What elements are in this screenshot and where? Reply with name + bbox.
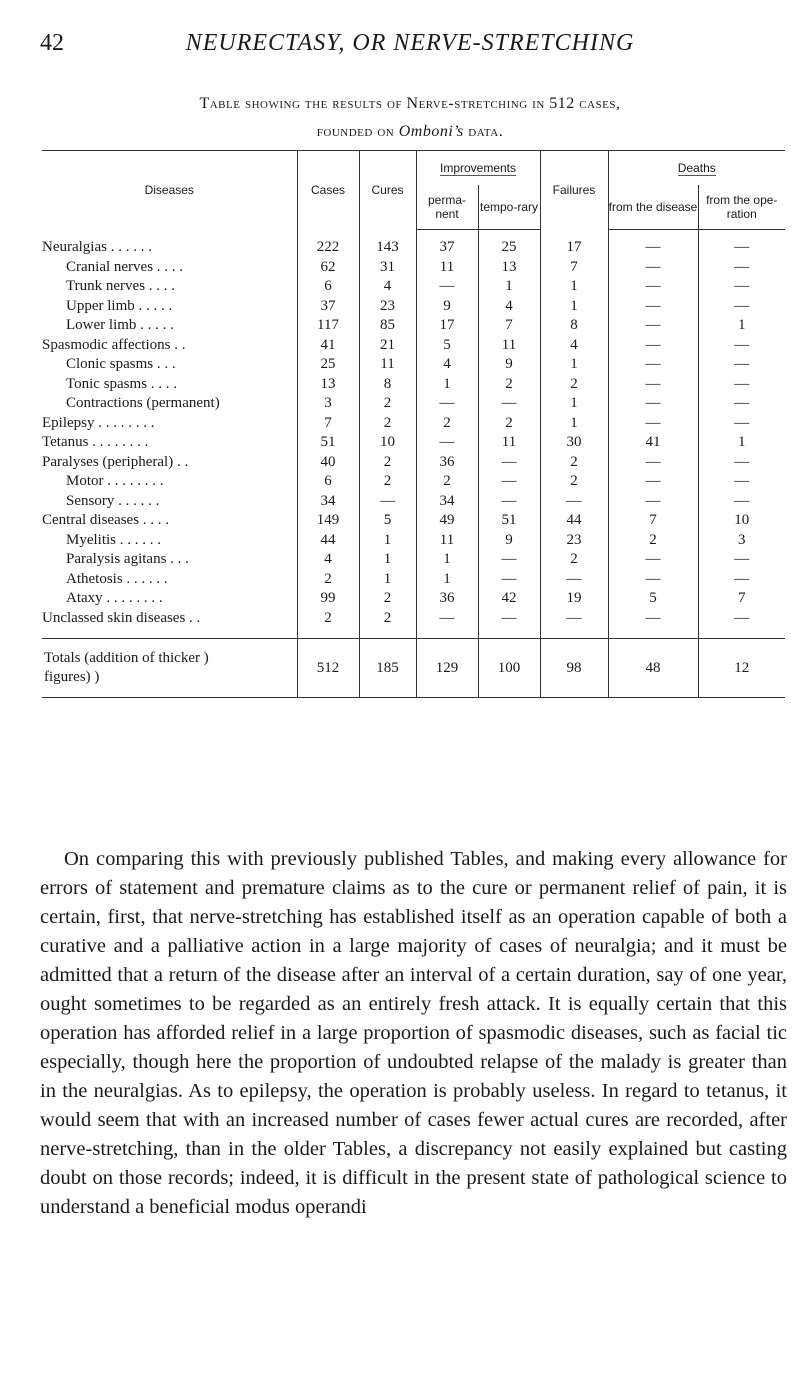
cell-cases: 13 xyxy=(297,375,359,395)
cell-deaths-disease: 2 xyxy=(608,531,698,551)
disease-name: Tonic spasms . . . . xyxy=(66,375,178,392)
cell-deaths-disease: — xyxy=(608,550,698,570)
table-row xyxy=(42,297,785,317)
cell-cases: 62 xyxy=(297,258,359,278)
cell-temporary: 11 xyxy=(478,433,540,453)
table-row xyxy=(42,453,785,473)
table-caption xyxy=(40,90,780,146)
caption-line-1: Table showing the results of Nerve-stretching in 512 cases, xyxy=(199,95,621,112)
table-row xyxy=(42,230,785,258)
header-cases: Cases xyxy=(297,151,359,230)
cell-permanent: 1 xyxy=(416,570,478,590)
cell-cures: 2 xyxy=(359,609,416,639)
cell-deaths-operation: 3 xyxy=(698,531,785,551)
cell-cases: 25 xyxy=(297,355,359,375)
table-row xyxy=(42,492,785,512)
disease-name: Contractions (permanent) xyxy=(66,395,220,411)
cell-deaths-disease: — xyxy=(608,230,698,258)
caption-suffix: data. xyxy=(468,123,504,140)
cell-cases: 4 xyxy=(297,550,359,570)
cell-temporary: — xyxy=(478,570,540,590)
cell-temporary: — xyxy=(478,609,540,639)
cell-permanent: 11 xyxy=(416,531,478,551)
totals-temporary: 100 xyxy=(478,639,540,698)
running-head: NEURECTASY, OR NERVE-STRETCHING xyxy=(185,30,635,56)
totals-label-line-2: figures) xyxy=(44,669,91,685)
cell-deaths-disease: — xyxy=(608,472,698,492)
cell-deaths-disease: — xyxy=(608,414,698,434)
table-row xyxy=(42,375,785,395)
cell-deaths-operation: 7 xyxy=(698,589,785,609)
cell-temporary: 51 xyxy=(478,511,540,531)
totals-label: Totals (addition of thicker ) figures) ) xyxy=(42,639,297,698)
totals-deaths-operation: 12 xyxy=(698,639,785,698)
cell-cures: 10 xyxy=(359,433,416,453)
cell-temporary: — xyxy=(478,492,540,512)
cell-temporary: 2 xyxy=(478,414,540,434)
body-paragraph: On comparing this with previously published Tables, and making every allowance for errors of statement and premature claims as to the cure or permanent relief of pain, it is certain, first, that nerve-stretching has established itself as an operation capable of both a curative and a palliative action in a large majority of cases of neuralgia; and it must be admitted that a return of the disease after an interval of a certain duration, say of one year, ought sometimes to be regarded as an entirely fresh attack. It is equally certain that this operation has afforded relief in a large proportion of spasmodic diseases, such as facial tic especially, though here the proportion of undoubted relapse of the malady is greater than in the neuralgias. As to epilepsy, the operation is probably useless. In regard to tetanus, it would seem that with an increased number of cases fewer actual cures are recorded, after nerve-stretching, than in the older Tables, a discrepancy not easily explained but casting doubt on those records; indeed, it is difficult in the present state of pathological science to understand a beneficial modus operandi xyxy=(40,848,787,1218)
cell-temporary: 2 xyxy=(478,375,540,395)
cell-cures: 23 xyxy=(359,297,416,317)
cell-cures: 1 xyxy=(359,570,416,590)
cell-deaths-operation: — xyxy=(698,336,785,356)
cell-deaths-operation: — xyxy=(698,375,785,395)
cell-temporary: 25 xyxy=(478,230,540,258)
cell-cures: 143 xyxy=(359,230,416,258)
cell-permanent: 11 xyxy=(416,258,478,278)
table-row xyxy=(42,277,785,297)
cell-temporary: 7 xyxy=(478,316,540,336)
cell-cures: 21 xyxy=(359,336,416,356)
cell-deaths-operation: 1 xyxy=(698,316,785,336)
page-number: 42 xyxy=(40,30,64,56)
cell-cures: — xyxy=(359,492,416,512)
cell-cases: 40 xyxy=(297,453,359,473)
cell-deaths-operation: — xyxy=(698,414,785,434)
table-row xyxy=(42,316,785,336)
cell-failures: 30 xyxy=(540,433,608,453)
cell-failures: 8 xyxy=(540,316,608,336)
cell-cures: 2 xyxy=(359,453,416,473)
table-row xyxy=(42,336,785,356)
disease-name: Tetanus . . . . . . . . xyxy=(42,434,149,450)
disease-name: Motor . . . . . . . . xyxy=(66,473,164,489)
caption-prefix: founded on xyxy=(316,123,395,140)
cell-deaths-operation: — xyxy=(698,570,785,590)
cell-cures: 2 xyxy=(359,589,416,609)
cell-cases: 2 xyxy=(297,609,359,639)
cell-failures: 23 xyxy=(540,531,608,551)
cell-permanent: — xyxy=(416,609,478,639)
cell-cases: 3 xyxy=(297,394,359,414)
cell-permanent: — xyxy=(416,433,478,453)
cell-failures: — xyxy=(540,492,608,512)
cell-cures: 31 xyxy=(359,258,416,278)
cell-deaths-disease: 7 xyxy=(608,511,698,531)
cell-cures: 4 xyxy=(359,277,416,297)
disease-name: Athetosis . . . . . . xyxy=(66,570,168,587)
cell-failures: 19 xyxy=(540,589,608,609)
cell-cases: 41 xyxy=(297,336,359,356)
header-from-operation: from the ope-ration xyxy=(698,185,785,230)
cell-temporary: 13 xyxy=(478,258,540,278)
cell-failures: 7 xyxy=(540,258,608,278)
cell-permanent: — xyxy=(416,394,478,414)
cell-cases: 37 xyxy=(297,297,359,317)
cell-cures: 11 xyxy=(359,355,416,375)
disease-name: Cranial nerves . . . . xyxy=(66,258,184,275)
disease-name: Neuralgias . . . . . . xyxy=(42,238,152,255)
cell-cases: 6 xyxy=(297,277,359,297)
cell-deaths-disease: — xyxy=(608,297,698,317)
table-row xyxy=(42,414,785,434)
cell-deaths-operation: — xyxy=(698,230,785,258)
cell-temporary: — xyxy=(478,453,540,473)
disease-name: Myelitis . . . . . . xyxy=(66,531,162,548)
cell-cures: 2 xyxy=(359,394,416,414)
cell-cures: 2 xyxy=(359,472,416,492)
cell-deaths-disease: — xyxy=(608,355,698,375)
cell-failures: 44 xyxy=(540,511,608,531)
header-temporary: tempo-rary xyxy=(478,185,540,230)
cell-failures: 2 xyxy=(540,550,608,570)
totals-cases: 512 xyxy=(297,639,359,698)
cell-failures: — xyxy=(540,570,608,590)
cell-failures: — xyxy=(540,609,608,639)
cell-failures: 2 xyxy=(540,375,608,395)
cell-cases: 6 xyxy=(297,472,359,492)
cell-failures: 1 xyxy=(540,277,608,297)
table-row xyxy=(42,511,785,531)
cell-failures: 1 xyxy=(540,394,608,414)
header-from-disease: from the disease xyxy=(608,185,698,230)
cell-deaths-disease: — xyxy=(608,609,698,639)
cell-deaths-operation: 10 xyxy=(698,511,785,531)
cell-deaths-operation: — xyxy=(698,394,785,414)
header-improvements xyxy=(416,151,540,186)
table-row xyxy=(42,258,785,278)
disease-name: Epilepsy . . . . . . . . xyxy=(42,414,155,431)
cell-permanent: 2 xyxy=(416,414,478,434)
cell-deaths-disease: — xyxy=(608,336,698,356)
disease-name: Clonic spasms . . . xyxy=(66,356,176,372)
table-row xyxy=(42,550,785,570)
cell-deaths-disease: — xyxy=(608,316,698,336)
cell-permanent: 4 xyxy=(416,355,478,375)
cell-cases: 222 xyxy=(297,230,359,258)
totals-failures: 98 xyxy=(540,639,608,698)
cell-failures: 1 xyxy=(540,297,608,317)
cell-deaths-operation: — xyxy=(698,297,785,317)
totals-label-line-1: Totals (addition of thicker xyxy=(44,650,200,666)
cell-cases: 34 xyxy=(297,492,359,512)
disease-name: Upper limb . . . . . xyxy=(66,297,173,314)
cell-permanent: 5 xyxy=(416,336,478,356)
table-row xyxy=(42,531,785,551)
header-permanent: perma-nent xyxy=(416,185,478,230)
cell-deaths-disease: — xyxy=(608,570,698,590)
header-deaths-label: Deaths xyxy=(677,161,716,175)
header-diseases: Diseases xyxy=(144,183,194,198)
cell-temporary: 9 xyxy=(478,531,540,551)
cell-temporary: 1 xyxy=(478,277,540,297)
cell-temporary: — xyxy=(478,550,540,570)
cell-permanent: 1 xyxy=(416,550,478,570)
cell-temporary: — xyxy=(478,472,540,492)
cell-permanent: 34 xyxy=(416,492,478,512)
cell-temporary: 42 xyxy=(478,589,540,609)
cell-cures: 1 xyxy=(359,531,416,551)
cell-cures: 85 xyxy=(359,316,416,336)
cell-permanent: 17 xyxy=(416,316,478,336)
table-row xyxy=(42,472,785,492)
cell-permanent: 49 xyxy=(416,511,478,531)
cell-failures: 1 xyxy=(540,355,608,375)
cell-deaths-disease: — xyxy=(608,258,698,278)
disease-name: Spasmodic affections . . xyxy=(42,336,186,353)
cell-deaths-operation: — xyxy=(698,277,785,297)
cell-temporary: 11 xyxy=(478,336,540,356)
cell-failures: 4 xyxy=(540,336,608,356)
cell-failures: 17 xyxy=(540,230,608,258)
caption-line-2 xyxy=(40,118,780,146)
totals-permanent: 129 xyxy=(416,639,478,698)
cell-cases: 51 xyxy=(297,433,359,453)
cell-deaths-disease: — xyxy=(608,394,698,414)
cell-deaths-operation: — xyxy=(698,258,785,278)
header-failures: Failures xyxy=(540,151,608,230)
totals-cures: 185 xyxy=(359,639,416,698)
cell-temporary: 4 xyxy=(478,297,540,317)
cell-permanent: 1 xyxy=(416,375,478,395)
cell-temporary: — xyxy=(478,394,540,414)
cell-deaths-disease: 5 xyxy=(608,589,698,609)
cell-cases: 149 xyxy=(297,511,359,531)
cell-deaths-operation: — xyxy=(698,472,785,492)
disease-name: Paralysis agitans . . . xyxy=(66,551,189,567)
cell-deaths-operation: — xyxy=(698,355,785,375)
cell-cures: 5 xyxy=(359,511,416,531)
cell-deaths-disease: — xyxy=(608,453,698,473)
table-row xyxy=(42,394,785,414)
cell-deaths-operation: — xyxy=(698,453,785,473)
table-body xyxy=(42,230,785,639)
cell-failures: 1 xyxy=(540,414,608,434)
cell-permanent: 36 xyxy=(416,589,478,609)
cell-permanent: 9 xyxy=(416,297,478,317)
cell-cures: 8 xyxy=(359,375,416,395)
disease-name: Trunk nerves . . . . xyxy=(66,278,176,294)
cell-deaths-disease: — xyxy=(608,375,698,395)
cell-permanent: 37 xyxy=(416,230,478,258)
header-cures: Cures xyxy=(359,151,416,230)
cell-cases: 7 xyxy=(297,414,359,434)
cell-failures: 2 xyxy=(540,453,608,473)
cell-failures: 2 xyxy=(540,472,608,492)
header-improvements-label: Improvements xyxy=(439,161,517,175)
cell-cures: 2 xyxy=(359,414,416,434)
disease-name: Central diseases . . . . xyxy=(42,512,170,528)
cell-deaths-operation: — xyxy=(698,550,785,570)
disease-name: Lower limb . . . . . xyxy=(66,317,174,333)
totals-row xyxy=(42,639,785,698)
cell-temporary: 9 xyxy=(478,355,540,375)
cell-cures: 1 xyxy=(359,550,416,570)
table-row xyxy=(42,433,785,453)
cell-permanent: 2 xyxy=(416,472,478,492)
page-header xyxy=(40,30,780,60)
cell-deaths-disease: 41 xyxy=(608,433,698,453)
cell-deaths-operation: — xyxy=(698,492,785,512)
table-row xyxy=(42,355,785,375)
cell-deaths-disease: — xyxy=(608,277,698,297)
cell-permanent: — xyxy=(416,277,478,297)
table-row xyxy=(42,570,785,590)
cell-deaths-operation: 1 xyxy=(698,433,785,453)
cell-cases: 2 xyxy=(297,570,359,590)
cell-deaths-operation: — xyxy=(698,609,785,639)
caption-author: Omboni’s xyxy=(398,123,464,140)
disease-name: Paralyses (peripheral) . . xyxy=(42,453,189,470)
results-table xyxy=(42,150,785,698)
disease-name: Sensory . . . . . . xyxy=(66,492,160,509)
disease-name: Ataxy . . . . . . . . xyxy=(66,590,163,606)
cell-permanent: 36 xyxy=(416,453,478,473)
cell-cases: 99 xyxy=(297,589,359,609)
cell-cases: 117 xyxy=(297,316,359,336)
header-deaths xyxy=(608,151,785,186)
table-row xyxy=(42,589,785,609)
table-row xyxy=(42,609,785,639)
disease-name: Unclassed skin diseases . . xyxy=(42,609,201,626)
totals-deaths-disease: 48 xyxy=(608,639,698,698)
cell-cases: 44 xyxy=(297,531,359,551)
cell-deaths-disease: — xyxy=(608,492,698,512)
